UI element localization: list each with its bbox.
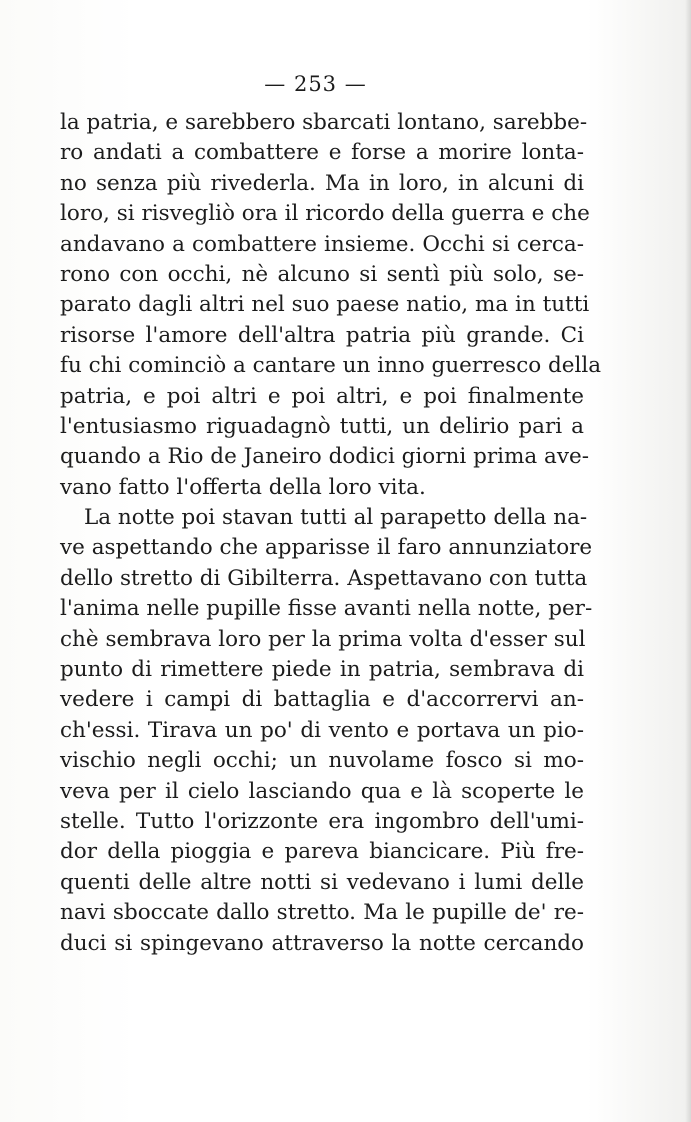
page-number: — 253 — [264, 72, 367, 96]
text-line: vedere i campi di battaglia e d'accorrervi an- [60, 687, 584, 713]
text-line: ro andati a combattere e forse a morire lonta- [60, 140, 584, 166]
text-line: la patria, e sarebbero sbarcati lontano, sarebbe- [60, 110, 588, 135]
text-line: rono con occhi, nè alcuno si sentì più solo, se- [60, 261, 584, 287]
text-line: loro, si risvegliò ora il ricordo della guerra e che [60, 201, 590, 227]
text-line: vano fatto l'offerta della loro vita. [60, 474, 426, 500]
text-line: veva per il cielo lasciando qua e là scoperte le [60, 778, 584, 804]
text-line: stelle. Tutto l'orizzonte era ingombro dell'umi- [60, 808, 584, 834]
text-line: vischio negli occhi; un nuvolame fosco si mo- [60, 748, 584, 774]
text-line: ve aspettando che apparisse il faro annunziatore [60, 535, 593, 561]
text-line: quando a Rio de Janeiro dodici giorni prima ave- [60, 444, 589, 470]
text-line: duci si spingevano attraverso la notte cercando [60, 930, 584, 956]
text-line: punto di rimettere piede in patria, sembrava di [60, 657, 584, 683]
paragraph-2 [60, 503, 593, 959]
text-line: navi sboccate dallo stretto. Ma le pupille de' re- [60, 900, 584, 926]
text-line: dello stretto di Gibilterra. Aspettavano con tutta [60, 565, 588, 591]
text-line: no senza più rivederla. Ma in loro, in alcuni di [60, 170, 584, 196]
text-line: l'entusiasmo riguadagnò tutti, un delirio pari a [60, 413, 584, 439]
body-text [60, 108, 602, 959]
text-line: quenti delle altre notti si vedevano i lumi delle [60, 869, 584, 895]
text-line: fu chi cominciò a cantare un inno guerresco della [60, 353, 602, 379]
page-edge-shadow [685, 0, 691, 1122]
text-line: risorse l'amore dell'altra patria più grande. Ci [60, 322, 584, 348]
text-line: patria, e poi altri e poi altri, e poi finalmente [60, 383, 584, 409]
paragraph-1 [60, 108, 602, 503]
text-line: parato dagli altri nel suo paese natio, ma in tutti [60, 292, 590, 318]
text-line: La notte poi stavan tutti al parapetto della na- [84, 505, 588, 531]
text-line: chè sembrava loro per la prima volta d'esser sul [60, 626, 586, 652]
text-line: l'anima nelle pupille fisse avanti nella notte, per- [60, 596, 593, 622]
text-line: dor della pioggia e pareva biancicare. Più fre- [60, 839, 584, 865]
text-line: andavano a combattere insieme. Occhi si cerca- [60, 231, 584, 257]
text-line: ch'essi. Tirava un po' di vento e portava un pio- [60, 717, 584, 743]
